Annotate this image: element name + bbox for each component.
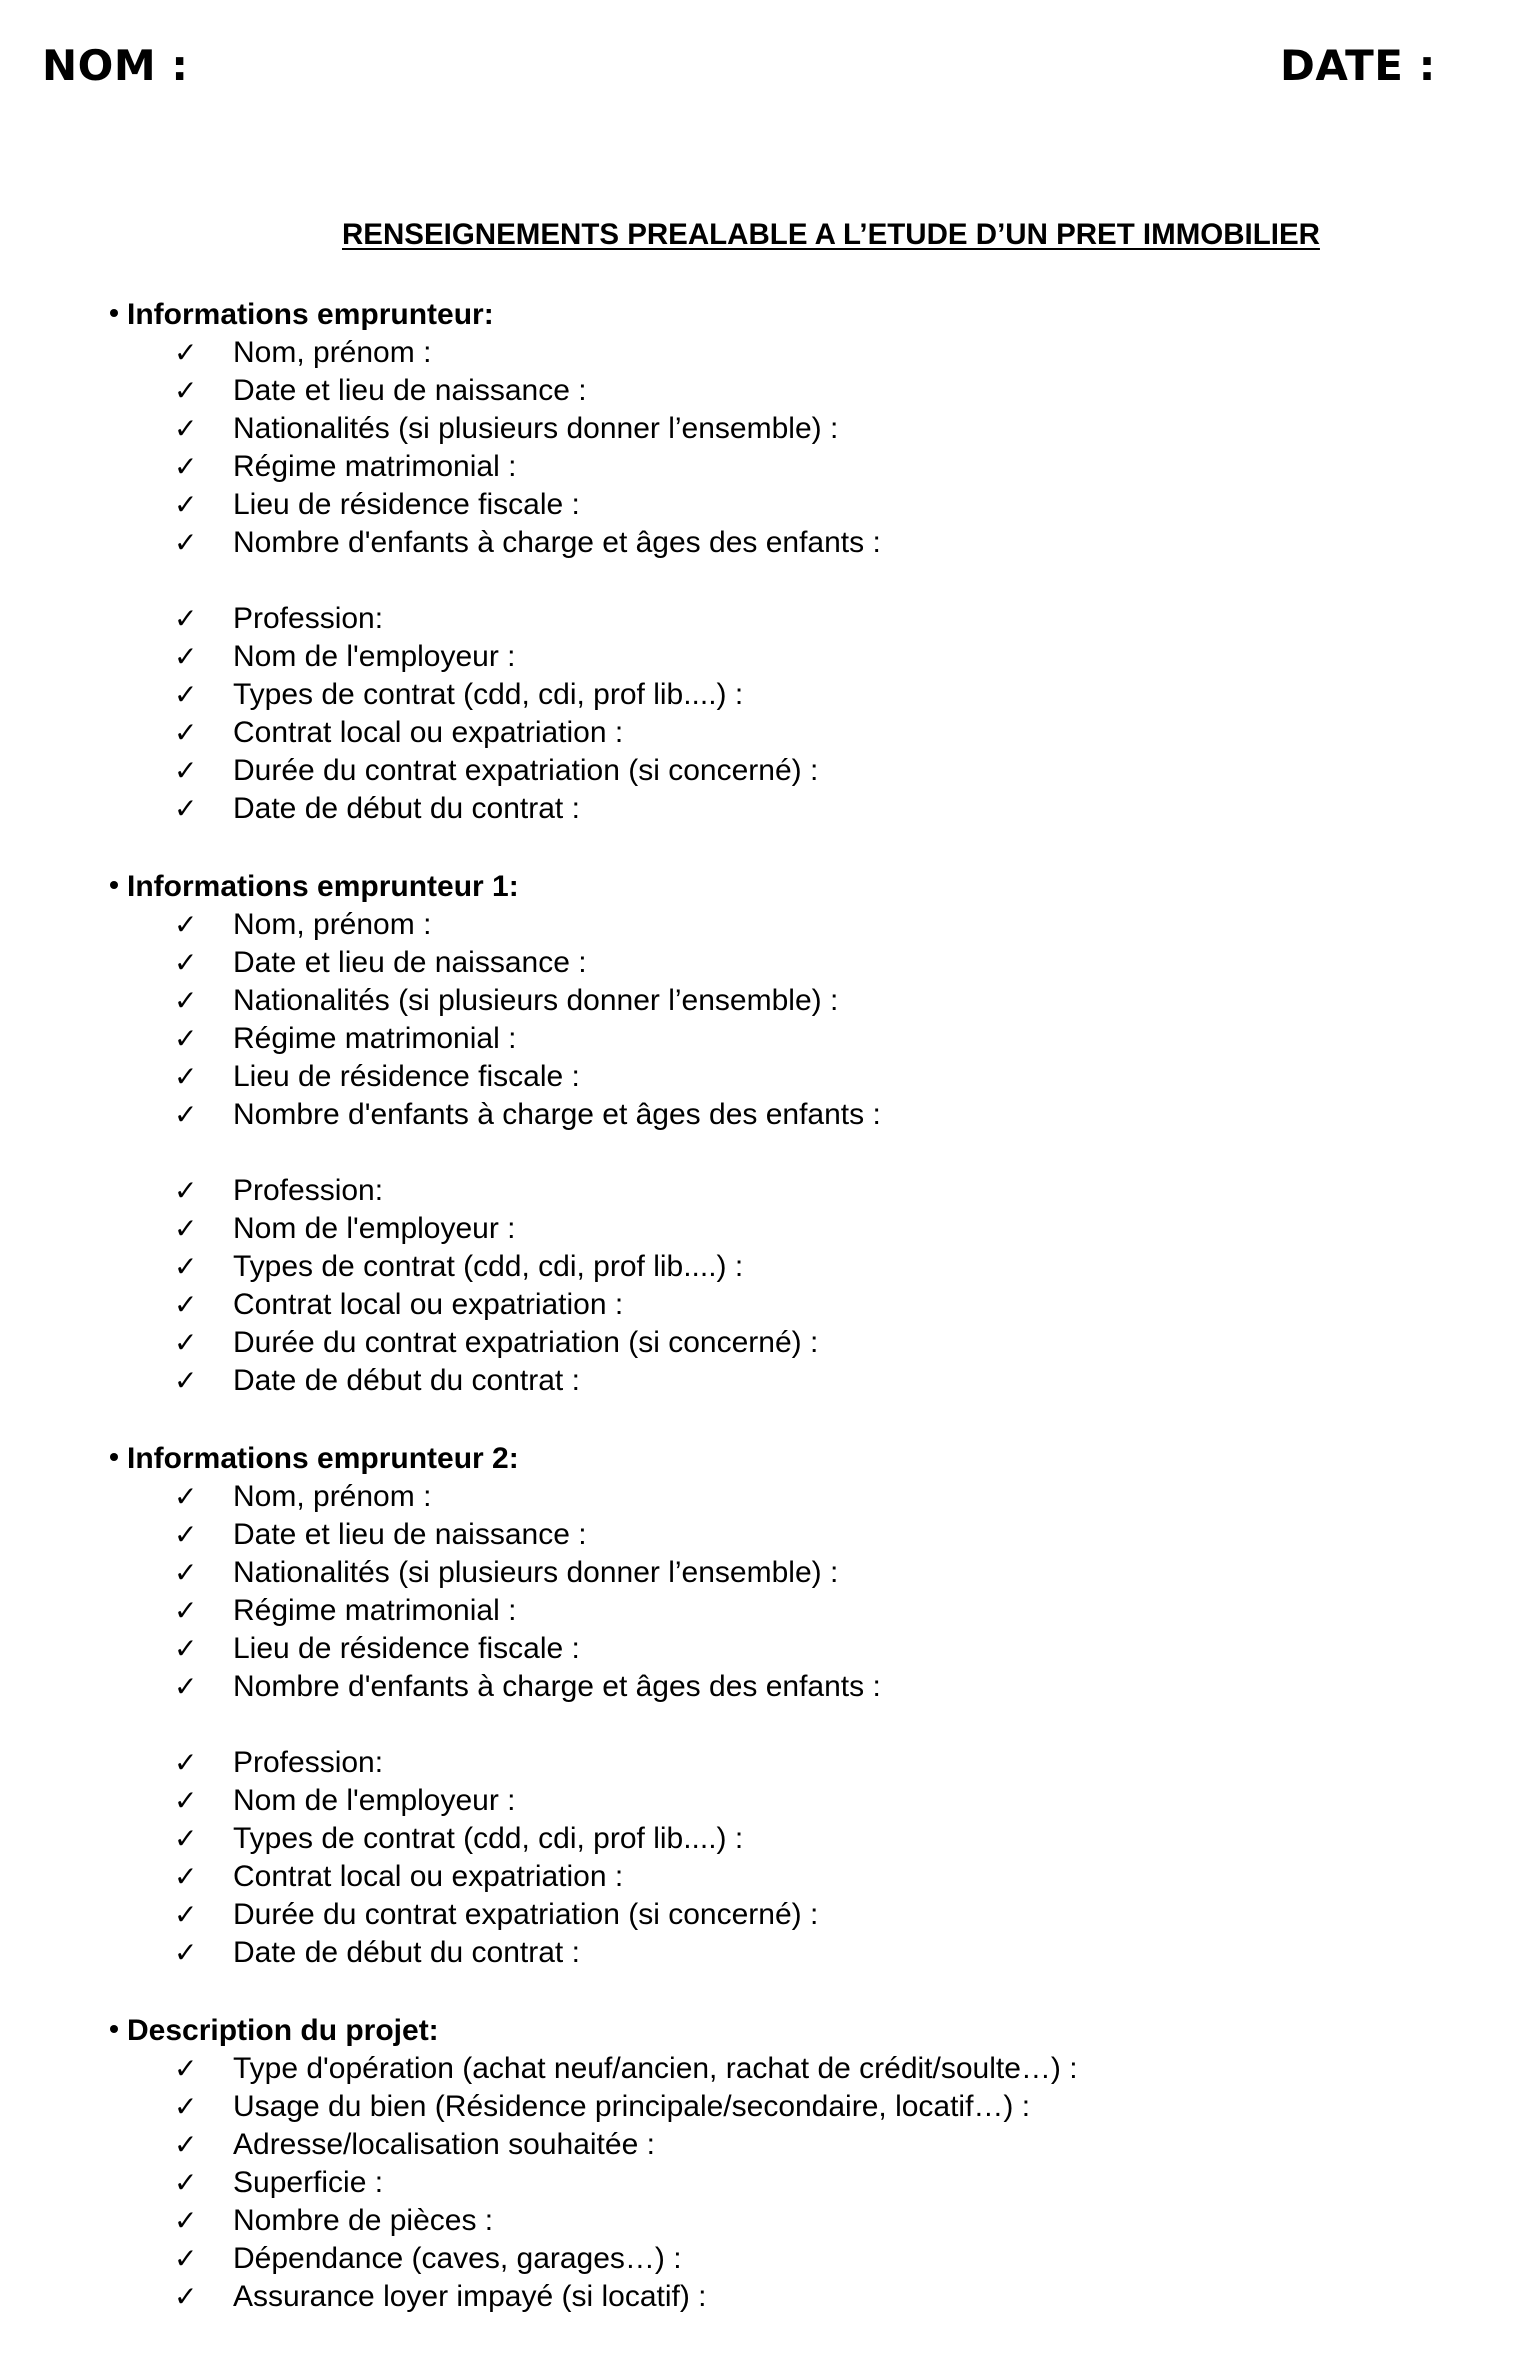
section-heading	[110, 2012, 1078, 2050]
item-label: Contrat local ou expatriation :	[233, 716, 624, 749]
list-item	[110, 906, 881, 944]
item-label: Assurance loyer impayé (si locatif) :	[233, 2280, 707, 2313]
section-informations-emprunteur-2	[110, 1440, 881, 1972]
item-label: Nationalités (si plusieurs donner l’ensemble) :	[233, 412, 839, 445]
checkmark-icon: ✓	[174, 640, 198, 673]
checkmark-icon: ✓	[174, 1632, 198, 1665]
item-label: Nom de l'employeur :	[233, 1784, 516, 1817]
checkmark-icon: ✓	[174, 1936, 198, 1969]
section-heading	[110, 1440, 881, 1478]
checkmark-icon: ✓	[174, 754, 198, 787]
item-label: Dépendance (caves, garages…) :	[233, 2242, 682, 2275]
checkmark-icon: ✓	[174, 2090, 198, 2123]
item-label: Nom, prénom :	[233, 336, 432, 369]
item-label: Usage du bien (Résidence principale/secondaire, locatif…) :	[233, 2090, 1031, 2123]
checkmark-icon: ✓	[174, 2204, 198, 2237]
item-label: Types de contrat (cdd, cdi, prof lib....) :	[233, 678, 744, 711]
bullet-icon	[110, 881, 118, 889]
checkmark-icon: ✓	[174, 1822, 198, 1855]
checkmark-icon: ✓	[174, 1784, 198, 1817]
checkmark-icon: ✓	[174, 1098, 198, 1131]
checkmark-icon: ✓	[174, 1556, 198, 1589]
list-item	[110, 1896, 881, 1934]
list-item	[110, 1668, 881, 1706]
item-label: Type d'opération (achat neuf/ancien, rachat de crédit/soulte…) :	[233, 2052, 1078, 2085]
checkmark-icon: ✓	[174, 374, 198, 407]
checkmark-icon: ✓	[174, 526, 198, 559]
checkmark-icon: ✓	[174, 1022, 198, 1055]
checkmark-icon: ✓	[174, 1288, 198, 1321]
item-label: Profession:	[233, 1746, 384, 1779]
item-label: Nombre d'enfants à charge et âges des enfants :	[233, 526, 881, 559]
list-item	[110, 1820, 881, 1858]
item-label: Date et lieu de naissance :	[233, 946, 587, 979]
list-item	[110, 600, 881, 638]
nom-label: NOM :	[42, 41, 189, 90]
list-item	[110, 1324, 881, 1362]
item-label: Nom, prénom :	[233, 908, 432, 941]
list-item	[110, 1058, 881, 1096]
checkmark-icon: ✓	[174, 792, 198, 825]
list-item	[110, 1478, 881, 1516]
item-label: Nombre d'enfants à charge et âges des enfants :	[233, 1670, 881, 1703]
checkmark-icon: ✓	[174, 1364, 198, 1397]
item-label: Profession:	[233, 602, 384, 635]
list-item	[110, 1248, 881, 1286]
section-heading	[110, 868, 881, 906]
section-heading	[110, 296, 881, 334]
list-item	[110, 1210, 881, 1248]
checkmark-icon: ✓	[174, 678, 198, 711]
list-item	[110, 2126, 1078, 2164]
list-item	[110, 448, 881, 486]
checkmark-icon: ✓	[174, 1746, 198, 1779]
checkmark-icon: ✓	[174, 716, 198, 749]
item-label: Contrat local ou expatriation :	[233, 1288, 624, 1321]
item-label: Date et lieu de naissance :	[233, 374, 587, 407]
list-item	[110, 752, 881, 790]
list-item	[110, 2088, 1078, 2126]
checkmark-icon: ✓	[174, 450, 198, 483]
section-heading-text: Informations emprunteur 1:	[127, 870, 519, 903]
item-label: Lieu de résidence fiscale :	[233, 488, 580, 521]
item-label: Nombre de pièces :	[233, 2204, 494, 2237]
checkmark-icon: ✓	[174, 1174, 198, 1207]
list-item	[110, 2164, 1078, 2202]
list-item	[110, 2050, 1078, 2088]
checkmark-icon: ✓	[174, 602, 198, 635]
list-item	[110, 1516, 881, 1554]
item-label: Nom de l'employeur :	[233, 640, 516, 673]
section-heading-text: Informations emprunteur 2:	[127, 1442, 519, 1475]
item-label: Types de contrat (cdd, cdi, prof lib....) :	[233, 1822, 744, 1855]
checkmark-icon: ✓	[174, 946, 198, 979]
checkmark-icon: ✓	[174, 2280, 198, 2313]
section-informations-emprunteur	[110, 296, 881, 828]
list-item	[110, 1362, 881, 1400]
checkmark-icon: ✓	[174, 412, 198, 445]
list-item	[110, 486, 881, 524]
checkmark-icon: ✓	[174, 1594, 198, 1627]
item-label: Date de début du contrat :	[233, 1936, 580, 1969]
checkmark-icon: ✓	[174, 1898, 198, 1931]
checkmark-icon: ✓	[174, 1326, 198, 1359]
list-item	[110, 944, 881, 982]
section-heading-text: Informations emprunteur:	[127, 298, 494, 331]
list-item	[110, 1782, 881, 1820]
document-title: RENSEIGNEMENTS PREALABLE A L’ETUDE D’UN PRET IMMOBILIER	[342, 218, 1320, 251]
checkmark-icon: ✓	[174, 2052, 198, 2085]
list-item	[110, 2278, 1078, 2316]
item-label: Nationalités (si plusieurs donner l’ensemble) :	[233, 984, 839, 1017]
item-label: Nationalités (si plusieurs donner l’ensemble) :	[233, 1556, 839, 1589]
list-item	[110, 1858, 881, 1896]
section-description-du-projet	[110, 2012, 1078, 2316]
list-item	[110, 1286, 881, 1324]
bullet-icon	[110, 2025, 118, 2033]
item-label: Nombre d'enfants à charge et âges des enfants :	[233, 1098, 881, 1131]
date-label: DATE :	[1280, 41, 1436, 90]
list-item	[110, 982, 881, 1020]
item-label: Date et lieu de naissance :	[233, 1518, 587, 1551]
checkmark-icon: ✓	[174, 1480, 198, 1513]
checkmark-icon: ✓	[174, 1860, 198, 1893]
item-label: Régime matrimonial :	[233, 450, 517, 483]
list-item	[110, 372, 881, 410]
list-item	[110, 524, 881, 562]
item-label: Durée du contrat expatriation (si concerné) :	[233, 1326, 819, 1359]
checkmark-icon: ✓	[174, 908, 198, 941]
list-item	[110, 410, 881, 448]
item-label: Date de début du contrat :	[233, 792, 580, 825]
list-item	[110, 334, 881, 372]
item-label: Date de début du contrat :	[233, 1364, 580, 1397]
list-item	[110, 1744, 881, 1782]
section-informations-emprunteur-1	[110, 868, 881, 1400]
checkmark-icon: ✓	[174, 488, 198, 521]
list-item	[110, 2240, 1078, 2278]
list-item	[110, 1172, 881, 1210]
checkmark-icon: ✓	[174, 2242, 198, 2275]
item-label: Régime matrimonial :	[233, 1594, 517, 1627]
list-item	[110, 1096, 881, 1134]
item-label: Durée du contrat expatriation (si concerné) :	[233, 1898, 819, 1931]
checkmark-icon: ✓	[174, 1670, 198, 1703]
item-label: Durée du contrat expatriation (si concerné) :	[233, 754, 819, 787]
checkmark-icon: ✓	[174, 2166, 198, 2199]
item-label: Régime matrimonial :	[233, 1022, 517, 1055]
bullet-icon	[110, 1453, 118, 1461]
checkmark-icon: ✓	[174, 336, 198, 369]
item-label: Nom de l'employeur :	[233, 1212, 516, 1245]
checkmark-icon: ✓	[174, 2128, 198, 2161]
list-item	[110, 1630, 881, 1668]
checkmark-icon: ✓	[174, 984, 198, 1017]
item-label: Adresse/localisation souhaitée :	[233, 2128, 655, 2161]
item-label: Profession:	[233, 1174, 384, 1207]
list-item	[110, 1934, 881, 1972]
item-label: Nom, prénom :	[233, 1480, 432, 1513]
list-item	[110, 1592, 881, 1630]
item-label: Lieu de résidence fiscale :	[233, 1060, 580, 1093]
item-label: Contrat local ou expatriation :	[233, 1860, 624, 1893]
checkmark-icon: ✓	[174, 1518, 198, 1551]
list-item	[110, 676, 881, 714]
item-label: Lieu de résidence fiscale :	[233, 1632, 580, 1665]
bullet-icon	[110, 309, 118, 317]
list-item	[110, 790, 881, 828]
checkmark-icon: ✓	[174, 1212, 198, 1245]
list-item	[110, 714, 881, 752]
list-item	[110, 1554, 881, 1592]
list-item	[110, 2202, 1078, 2240]
checkmark-icon: ✓	[174, 1250, 198, 1283]
checkmark-icon: ✓	[174, 1060, 198, 1093]
list-item	[110, 638, 881, 676]
item-label: Types de contrat (cdd, cdi, prof lib....) :	[233, 1250, 744, 1283]
list-item	[110, 1020, 881, 1058]
item-label: Superficie :	[233, 2166, 384, 2199]
section-heading-text: Description du projet:	[127, 2014, 439, 2047]
